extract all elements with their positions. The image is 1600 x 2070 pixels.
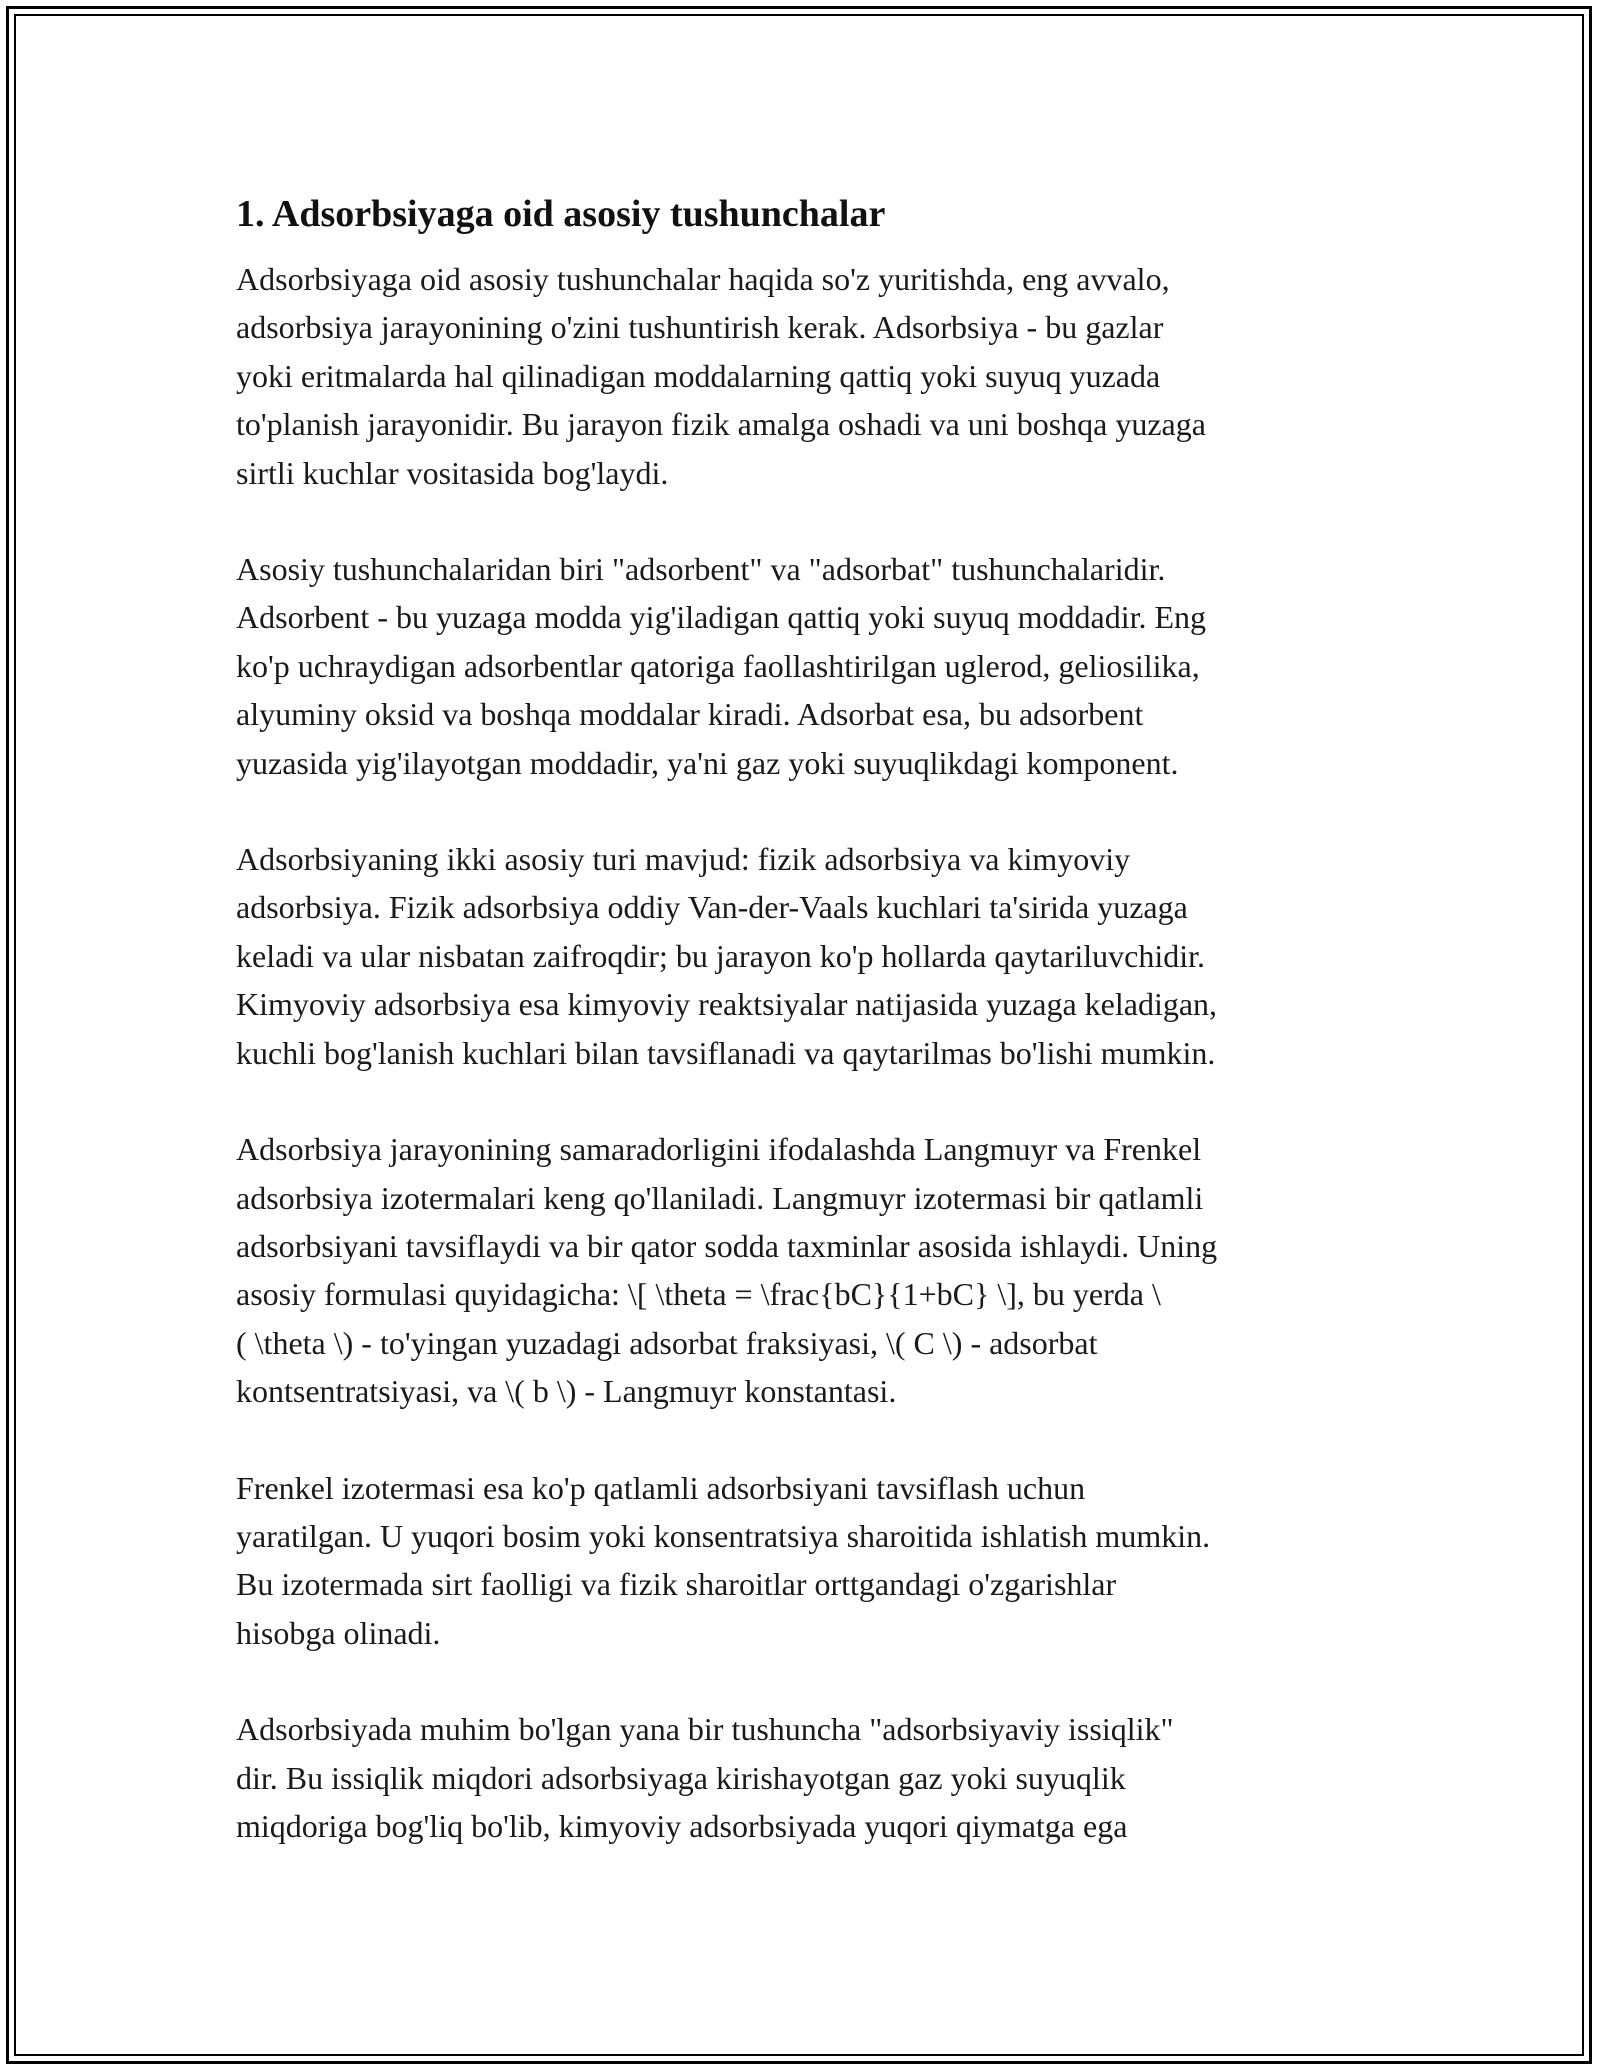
paragraph-adsorption-heat: Adsorbsiyada muhim bo'lgan yana bir tushuncha "adsorbsiyaviy issiqlik" dir. Bu issiqlik miqdori adsorbsiyaga kirishayotgan gaz yoki suyuqlik miqdoriga bog'liq bo'lib, kimyoviy adsorbsiyada yuqori qiymatga ega	[236, 1711, 1174, 1844]
document-body	[236, 185, 1376, 1898]
section-heading: 1. Adsorbsiyaga oid asosiy tushunchalar	[236, 193, 886, 235]
paragraph-langmuir-isotherm: Adsorbsiya jarayonining samaradorligini ifodalashda Langmuyr va Frenkel adsorbsiya izotermalari keng qo'llaniladi. Langmuyr izotermasi bir qatlamli adsorbsiyani tavsiflaydi va bir qator sodda taxminlar asosida ishlaydi. Uning asosiy formulasi quyidagicha: \[ \theta = \frac{bC}{1+bC} \], bu yerda \ ( \theta \) - to'yingan yuzadagi adsorbat fraksiyasi, \( C \) - adsorbat kontsentratsiyasi, va \( b \) - Langmuyr konstantasi.	[236, 1131, 1218, 1410]
paragraph-frenkel-isotherm: Frenkel izotermasi esa ko'p qatlamli adsorbsiyani tavsiflash uchun yaratilgan. U yuqori bosim yoki konsentratsiya sharoitida ishlatish mumkin. Bu izotermada sirt faolligi va fizik sharoitlar orttgandagi o'zgarishlar hisobga olinadi.	[236, 1469, 1211, 1651]
paragraph-intro: Adsorbsiyaga oid asosiy tushunchalar haqida so'z yuritishda, eng avvalo, adsorbsiya jarayonining o'zini tushuntirish kerak. Adsorbsiya - bu gazlar yoki eritmalarda hal qilinadigan moddalarning qattiq yoki suyuq yuzada to'planish jarayonidir. Bu jarayon fizik amalga oshadi va uni boshqa yuzaga sirtli kuchlar vositasida bog'laydi.	[236, 261, 1206, 491]
paragraph-adsorbent-adsorbat: Asosiy tushunchalaridan biri "adsorbent" va "adsorbat" tushunchalaridir. Adsorbent - bu yuzaga modda yig'iladigan qattiq yoki suyuq moddadir. Eng ko'p uchraydigan adsorbentlar qatoriga faollashtirilgan uglerod, geliosilika, alyuminy oksid va boshqa moddalar kiradi. Adsorbat esa, bu adsorbent yuzasida yig'ilayotgan moddadir, ya'ni gaz yoki suyuqlikdagi komponent.	[236, 551, 1207, 781]
paragraph-adsorption-types: Adsorbsiyaning ikki asosiy turi mavjud: fizik adsorbsiya va kimyoviy adsorbsiya. Fizik adsorbsiya oddiy Van-der-Vaals kuchlari ta'sirida yuzaga keladi va ular nisbatan zaifroqdir; bu jarayon ko'p hollarda qaytariluvchidir. Kimyoviy adsorbsiya esa kimyoviy reaktsiyalar natijasida yuzaga keladigan, kuchli bog'lanish kuchlari bilan tavsiflanadi va qaytarilmas bo'lishi mumkin.	[236, 841, 1218, 1071]
